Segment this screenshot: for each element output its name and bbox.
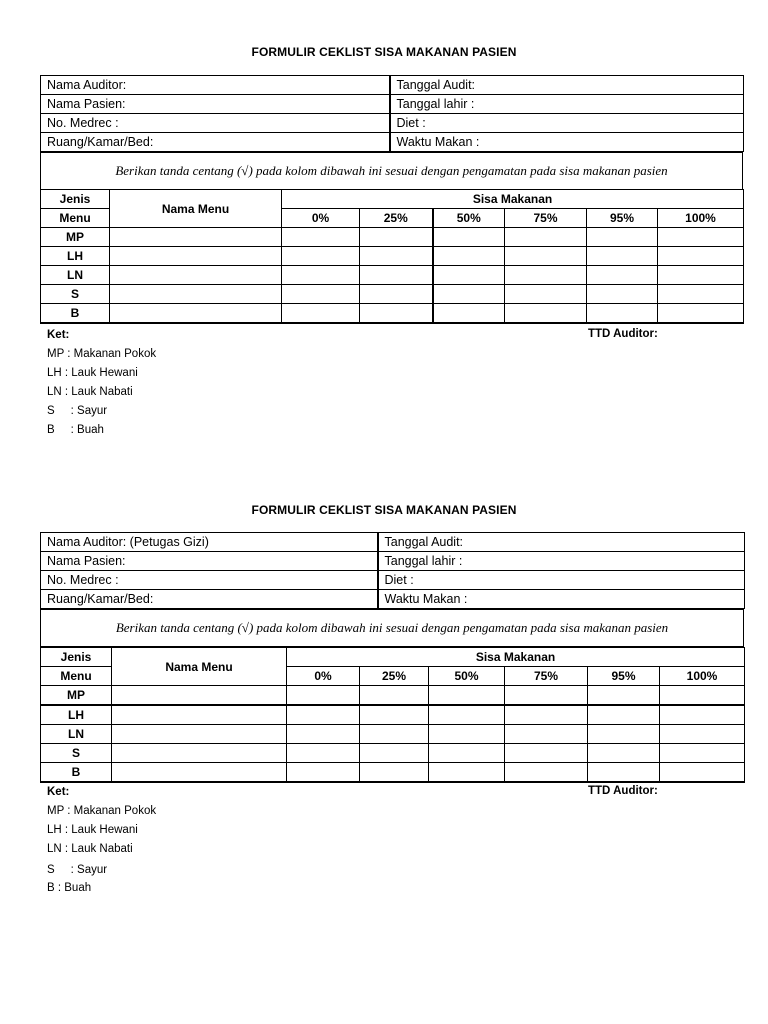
check-cell[interactable] <box>660 763 745 783</box>
check-cell[interactable] <box>660 744 745 763</box>
check-cell[interactable] <box>360 744 429 763</box>
ket-label: Ket: <box>47 786 70 798</box>
sisa-makanan-header: Sisa Makanan <box>282 190 744 209</box>
form-title: FORMULIR CEKLIST SISA MAKANAN PASIEN <box>251 503 517 517</box>
percent-header: 25% <box>360 667 429 686</box>
check-cell[interactable] <box>588 744 660 763</box>
menu-cell[interactable] <box>110 304 282 324</box>
instruction-table <box>40 152 743 190</box>
legend-item: S : Sayur <box>47 405 108 417</box>
nama-menu-header: Nama Menu <box>110 190 282 228</box>
check-cell[interactable] <box>433 285 505 304</box>
auditor-name-field[interactable]: Nama Auditor: (Petugas Gizi) <box>41 533 378 552</box>
form-title: FORMULIR CEKLIST SISA MAKANAN PASIEN <box>251 45 517 59</box>
info-table <box>40 532 745 609</box>
row-label-mp: MP <box>41 228 110 247</box>
check-cell[interactable] <box>658 266 744 285</box>
legend-item: LH : Lauk Hewani <box>47 824 138 836</box>
menu-cell[interactable] <box>112 705 287 725</box>
percent-header: 0% <box>287 667 360 686</box>
menu-cell[interactable] <box>112 725 287 744</box>
row-label-b: B <box>41 763 112 783</box>
percent-header: 50% <box>429 667 505 686</box>
legend-notes <box>47 783 156 896</box>
legend-item: LN : Lauk Nabati <box>47 386 133 398</box>
check-cell[interactable] <box>587 304 658 324</box>
ttd-auditor-label: TTD Auditor: <box>588 328 658 340</box>
jenis-header-top: Jenis <box>41 648 112 667</box>
check-cell[interactable] <box>429 705 505 725</box>
legend-item: S : Sayur <box>47 864 108 876</box>
diet-field[interactable]: Diet : <box>390 114 744 133</box>
percent-header: 100% <box>660 667 745 686</box>
check-cell[interactable] <box>433 228 505 247</box>
birth-date-field[interactable]: Tanggal lahir : <box>378 552 745 571</box>
check-cell[interactable] <box>287 725 360 744</box>
check-cell[interactable] <box>587 247 658 266</box>
check-cell[interactable] <box>505 705 588 725</box>
check-cell[interactable] <box>505 247 587 266</box>
check-cell[interactable] <box>360 686 429 706</box>
patient-name-field[interactable]: Nama Pasien: <box>41 95 390 114</box>
percent-header: 50% <box>433 209 505 228</box>
menu-cell[interactable] <box>112 686 287 706</box>
jenis-header-bottom: Menu <box>41 209 110 228</box>
check-cell[interactable] <box>658 228 744 247</box>
check-cell[interactable] <box>505 725 588 744</box>
check-cell[interactable] <box>282 247 360 266</box>
row-label-b: B <box>41 304 110 324</box>
legend-item: MP : Makanan Pokok <box>47 348 157 360</box>
check-cell[interactable] <box>505 763 588 783</box>
sisa-makanan-header: Sisa Makanan <box>287 648 745 667</box>
ttd-auditor-label: TTD Auditor: <box>588 785 658 797</box>
audit-date-field[interactable]: Tanggal Audit: <box>378 533 745 552</box>
check-cell[interactable] <box>282 228 360 247</box>
instruction-table <box>40 609 744 647</box>
check-cell[interactable] <box>660 705 745 725</box>
legend-item: B : Buah <box>47 424 104 436</box>
menu-cell[interactable] <box>110 266 282 285</box>
nama-menu-header: Nama Menu <box>112 648 287 686</box>
legend-item: B : Buah <box>47 882 92 894</box>
check-cell[interactable] <box>588 686 660 706</box>
check-cell[interactable] <box>587 228 658 247</box>
check-cell[interactable] <box>660 686 745 706</box>
check-cell[interactable] <box>360 304 433 324</box>
check-cell[interactable] <box>429 725 505 744</box>
instruction-text: Berikan tanda centang (√) pada kolom dibawah ini sesuai dengan pengamatan pada sisa makanan pasien <box>41 153 743 190</box>
check-cell[interactable] <box>587 266 658 285</box>
birth-date-field[interactable]: Tanggal lahir : <box>390 95 744 114</box>
row-label-s: S <box>41 285 110 304</box>
audit-date-field[interactable]: Tanggal Audit: <box>390 76 744 95</box>
menu-cell[interactable] <box>112 744 287 763</box>
info-table <box>40 75 744 152</box>
check-cell[interactable] <box>588 705 660 725</box>
check-cell[interactable] <box>287 705 360 725</box>
check-cell[interactable] <box>505 228 587 247</box>
percent-header: 100% <box>658 209 744 228</box>
checklist-grid <box>40 189 744 324</box>
auditor-name-field[interactable]: Nama Auditor: <box>41 76 390 95</box>
percent-header: 25% <box>360 209 433 228</box>
check-cell[interactable] <box>282 285 360 304</box>
check-cell[interactable] <box>360 763 429 783</box>
check-cell[interactable] <box>287 744 360 763</box>
check-cell[interactable] <box>588 763 660 783</box>
row-label-lh: LH <box>41 247 110 266</box>
check-cell[interactable] <box>429 686 505 706</box>
meal-time-field[interactable]: Waktu Makan : <box>378 590 745 609</box>
jenis-header-top: Jenis <box>41 190 110 209</box>
diet-field[interactable]: Diet : <box>378 571 745 590</box>
check-cell[interactable] <box>287 686 360 706</box>
menu-cell[interactable] <box>110 285 282 304</box>
instruction-text: Berikan tanda centang (√) pada kolom dibawah ini sesuai dengan pengamatan pada sisa makanan pasien <box>41 610 744 647</box>
check-cell[interactable] <box>587 285 658 304</box>
room-bed-field[interactable]: Ruang/Kamar/Bed: <box>41 133 390 152</box>
check-cell[interactable] <box>282 304 360 324</box>
percent-header: 75% <box>505 209 587 228</box>
legend-item: MP : Makanan Pokok <box>47 805 157 817</box>
check-cell[interactable] <box>429 763 505 783</box>
row-label-ln: LN <box>41 266 110 285</box>
check-cell[interactable] <box>360 228 433 247</box>
check-cell[interactable] <box>505 744 588 763</box>
meal-time-field[interactable]: Waktu Makan : <box>390 133 744 152</box>
check-cell[interactable] <box>282 266 360 285</box>
percent-header: 75% <box>505 667 588 686</box>
legend-item: LH : Lauk Hewani <box>47 367 138 379</box>
ket-label: Ket: <box>47 329 70 341</box>
menu-cell[interactable] <box>112 763 287 783</box>
medrec-field[interactable]: No. Medrec : <box>41 114 390 133</box>
check-cell[interactable] <box>505 304 587 324</box>
menu-cell[interactable] <box>110 247 282 266</box>
room-bed-field[interactable]: Ruang/Kamar/Bed: <box>41 590 378 609</box>
check-cell[interactable] <box>429 744 505 763</box>
row-label-lh: LH <box>41 705 112 725</box>
check-cell[interactable] <box>360 285 433 304</box>
check-cell[interactable] <box>588 725 660 744</box>
check-cell[interactable] <box>658 304 744 324</box>
check-cell[interactable] <box>360 247 433 266</box>
check-cell[interactable] <box>658 285 744 304</box>
check-cell[interactable] <box>360 266 433 285</box>
row-label-ln: LN <box>41 725 112 744</box>
legend-item: LN : Lauk Nabati <box>47 843 133 855</box>
check-cell[interactable] <box>433 266 505 285</box>
row-label-mp: MP <box>41 686 112 706</box>
medrec-field[interactable]: No. Medrec : <box>41 571 378 590</box>
percent-header: 0% <box>282 209 360 228</box>
jenis-header-bottom: Menu <box>41 667 112 686</box>
check-cell[interactable] <box>505 686 588 706</box>
menu-cell[interactable] <box>110 228 282 247</box>
check-cell[interactable] <box>658 247 744 266</box>
check-cell[interactable] <box>433 247 505 266</box>
check-cell[interactable] <box>287 763 360 783</box>
row-label-s: S <box>41 744 112 763</box>
check-cell[interactable] <box>505 266 587 285</box>
check-cell[interactable] <box>660 725 745 744</box>
check-cell[interactable] <box>360 725 429 744</box>
check-cell[interactable] <box>360 705 429 725</box>
check-cell[interactable] <box>433 304 505 324</box>
checklist-grid <box>40 647 745 783</box>
check-cell[interactable] <box>505 285 587 304</box>
percent-header: 95% <box>588 667 660 686</box>
legend-notes <box>47 326 156 440</box>
percent-header: 95% <box>587 209 658 228</box>
patient-name-field[interactable]: Nama Pasien: <box>41 552 378 571</box>
